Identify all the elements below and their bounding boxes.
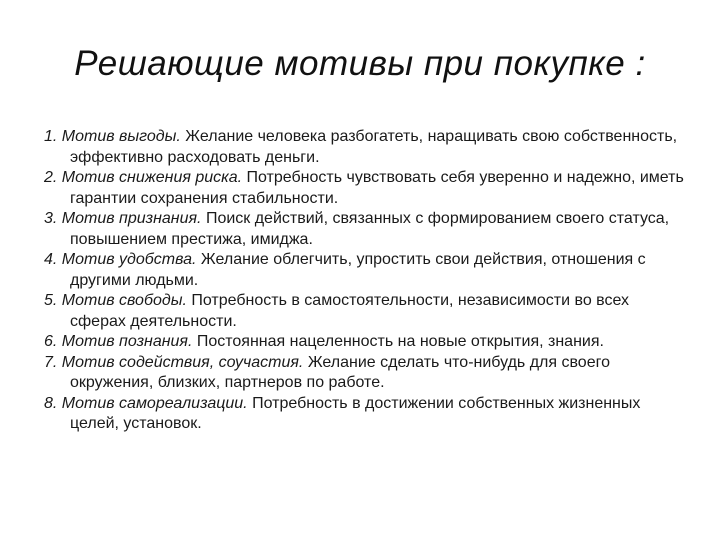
item-number: 3. (44, 210, 58, 227)
list-item (44, 291, 684, 332)
item-number: 1. (44, 128, 58, 145)
item-description: Желание человека разбогатеть, наращивать свою собственность, эффективно расходовать деньги. (70, 128, 678, 166)
item-number: 7. (44, 353, 58, 371)
item-term: Мотив снижения риска. (61, 169, 243, 186)
item-term: Мотив выгоды. (61, 128, 181, 145)
list-item (44, 394, 684, 435)
list-item (44, 332, 684, 353)
item-number: 8. (44, 394, 58, 412)
item-number: 5. (44, 292, 58, 309)
item-term: Мотив содействия, соучастия. (61, 353, 304, 371)
item-term: Мотив свободы. (61, 292, 187, 309)
list-item (44, 353, 684, 394)
item-term: Мотив признания. (61, 210, 202, 227)
item-description: Потребность в самостоятельности, независимости во всех сферах деятельности. (70, 292, 630, 330)
item-number: 6. (44, 333, 58, 350)
slide-title: Решающие мотивы при покупке : (74, 44, 646, 83)
item-description: Желание сделать что-нибудь для своего окружения, близких, партнеров по работе. (70, 353, 610, 391)
item-description: Желание облегчить, упростить свои действия, отношения с другими людьми. (70, 251, 646, 289)
item-description: Потребность чувствовать себя уверенно и надежно, иметь гарантии сохранения стабильности. (70, 169, 684, 207)
list-item (44, 168, 684, 209)
motives-list (44, 127, 684, 435)
list-item (44, 127, 684, 168)
item-term: Мотив самореализации. (61, 394, 248, 412)
item-number: 2. (44, 169, 58, 186)
list-item (44, 250, 684, 291)
list-item (44, 209, 684, 250)
item-description: Поиск действий, связанных с формированием своего статуса, повышением престижа, имиджа. (70, 210, 670, 248)
item-term: Мотив познания. (61, 333, 193, 350)
item-term: Мотив удобства. (61, 251, 197, 268)
item-number: 4. (44, 251, 58, 268)
item-description: Потребность в достижении собственных жизненных целей, установок. (70, 394, 641, 432)
item-description: Постоянная нацеленность на новые открытия, знания. (196, 333, 604, 350)
